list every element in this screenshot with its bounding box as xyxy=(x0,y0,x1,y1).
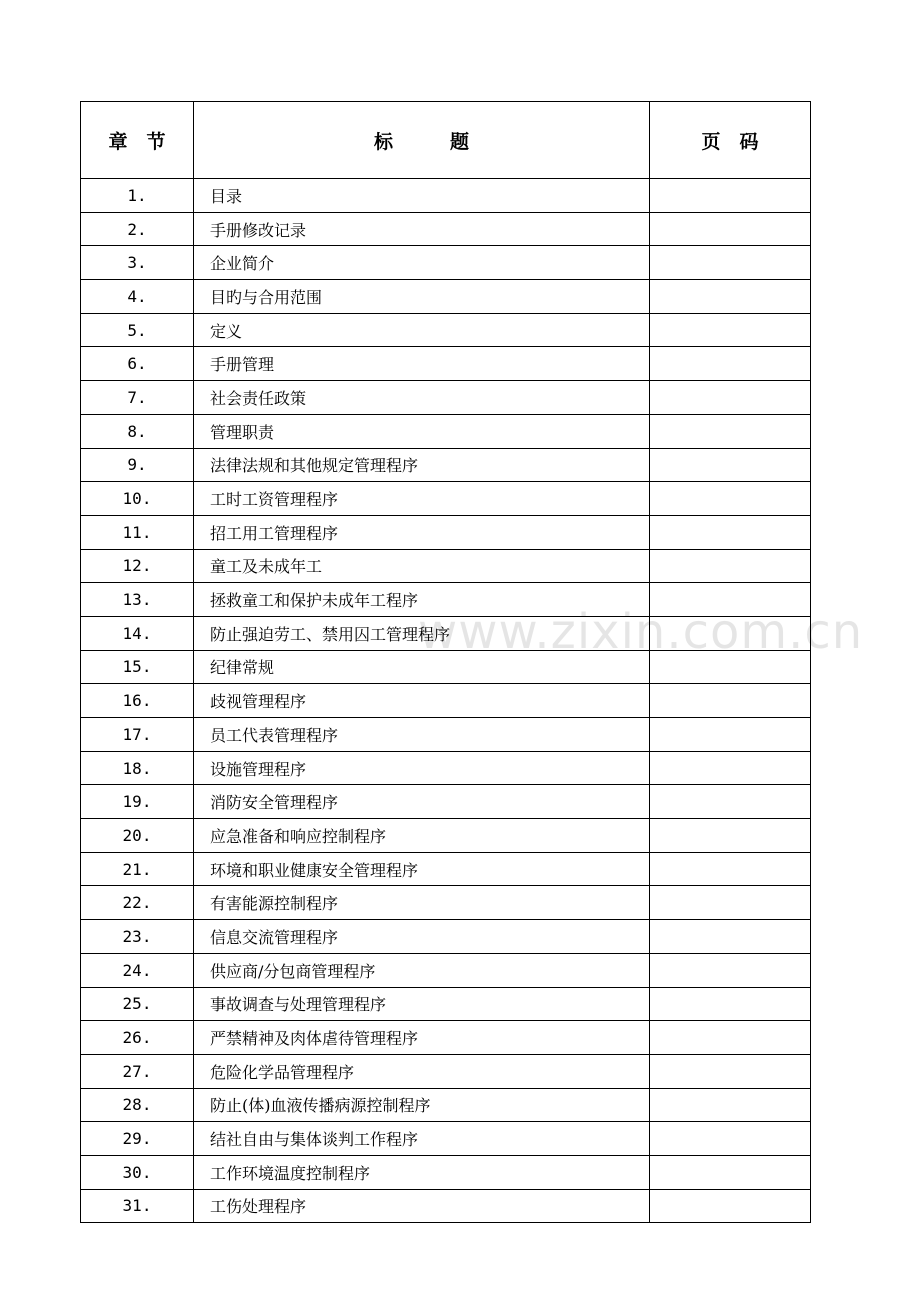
watermark: www.zixin.com.cn xyxy=(418,604,864,660)
chapter-number: 21. xyxy=(81,852,194,886)
chapter-number: 11. xyxy=(81,515,194,549)
table-row xyxy=(81,785,811,819)
table-row xyxy=(81,482,811,516)
chapter-title: 目录 xyxy=(194,179,650,213)
chapter-title: 歧视管理程序 xyxy=(194,684,650,718)
table-row xyxy=(81,819,811,853)
table-row xyxy=(81,246,811,280)
page-number xyxy=(650,1021,811,1055)
page-number xyxy=(650,583,811,617)
page-number xyxy=(650,852,811,886)
page-number xyxy=(650,313,811,347)
table-row xyxy=(81,448,811,482)
table-row xyxy=(81,616,811,650)
chapter-number: 24. xyxy=(81,953,194,987)
chapter-number: 18. xyxy=(81,751,194,785)
chapter-number: 15. xyxy=(81,650,194,684)
table-row xyxy=(81,313,811,347)
chapter-number: 9. xyxy=(81,448,194,482)
toc-table xyxy=(80,101,811,1223)
page-number xyxy=(650,1088,811,1122)
table-row xyxy=(81,179,811,213)
page-number xyxy=(650,953,811,987)
chapter-number: 3. xyxy=(81,246,194,280)
table-row xyxy=(81,650,811,684)
chapter-number: 30. xyxy=(81,1155,194,1189)
page-number xyxy=(650,549,811,583)
page-number xyxy=(650,1054,811,1088)
page-number xyxy=(650,1155,811,1189)
chapter-title: 目旳与合用范围 xyxy=(194,280,650,314)
chapter-title: 童工及未成年工 xyxy=(194,549,650,583)
chapter-title: 纪律常规 xyxy=(194,650,650,684)
table-row xyxy=(81,1122,811,1156)
page-number xyxy=(650,347,811,381)
chapter-number: 12. xyxy=(81,549,194,583)
page-number xyxy=(650,179,811,213)
page-number xyxy=(650,212,811,246)
table-row xyxy=(81,987,811,1021)
chapter-number: 13. xyxy=(81,583,194,617)
page-number xyxy=(650,1122,811,1156)
page-number xyxy=(650,751,811,785)
table-row xyxy=(81,583,811,617)
chapter-title: 环境和职业健康安全管理程序 xyxy=(194,852,650,886)
chapter-number: 6. xyxy=(81,347,194,381)
header-chapter: 章 节 xyxy=(81,102,194,179)
chapter-number: 14. xyxy=(81,616,194,650)
chapter-number: 8. xyxy=(81,414,194,448)
chapter-title: 消防安全管理程序 xyxy=(194,785,650,819)
chapter-title: 设施管理程序 xyxy=(194,751,650,785)
page-number xyxy=(650,482,811,516)
table-row xyxy=(81,852,811,886)
table-row xyxy=(81,280,811,314)
chapter-title: 社会责任政策 xyxy=(194,381,650,415)
chapter-title: 防止(体)血液传播病源控制程序 xyxy=(194,1088,650,1122)
page-number xyxy=(650,650,811,684)
page-number xyxy=(650,920,811,954)
table-row xyxy=(81,1155,811,1189)
chapter-title: 手册管理 xyxy=(194,347,650,381)
table-row xyxy=(81,751,811,785)
chapter-title: 事故调查与处理管理程序 xyxy=(194,987,650,1021)
chapter-number: 2. xyxy=(81,212,194,246)
chapter-title: 管理职责 xyxy=(194,414,650,448)
chapter-number: 16. xyxy=(81,684,194,718)
table-row xyxy=(81,886,811,920)
chapter-number: 31. xyxy=(81,1189,194,1223)
page-number xyxy=(650,819,811,853)
chapter-title: 防止强迫劳工、禁用囚工管理程序 xyxy=(194,616,650,650)
chapter-title: 结社自由与集体谈判工作程序 xyxy=(194,1122,650,1156)
chapter-title: 工伤处理程序 xyxy=(194,1189,650,1223)
chapter-number: 28. xyxy=(81,1088,194,1122)
page-number xyxy=(650,381,811,415)
header-title: 标 题 xyxy=(194,102,650,179)
chapter-number: 26. xyxy=(81,1021,194,1055)
page-number xyxy=(650,448,811,482)
chapter-number: 20. xyxy=(81,819,194,853)
table-row xyxy=(81,718,811,752)
chapter-number: 27. xyxy=(81,1054,194,1088)
chapter-number: 4. xyxy=(81,280,194,314)
chapter-title: 招工用工管理程序 xyxy=(194,515,650,549)
table-row xyxy=(81,549,811,583)
chapter-title: 工作环境温度控制程序 xyxy=(194,1155,650,1189)
chapter-title: 拯救童工和保护未成年工程序 xyxy=(194,583,650,617)
header-row xyxy=(81,102,811,179)
toc-header xyxy=(81,102,811,179)
table-row xyxy=(81,953,811,987)
page-number xyxy=(650,987,811,1021)
table-row xyxy=(81,920,811,954)
chapter-number: 17. xyxy=(81,718,194,752)
chapter-number: 19. xyxy=(81,785,194,819)
chapter-number: 25. xyxy=(81,987,194,1021)
chapter-number: 5. xyxy=(81,313,194,347)
table-row xyxy=(81,684,811,718)
chapter-title: 应急准备和响应控制程序 xyxy=(194,819,650,853)
page-number xyxy=(650,616,811,650)
header-page: 页 码 xyxy=(650,102,811,179)
chapter-title: 信息交流管理程序 xyxy=(194,920,650,954)
table-row xyxy=(81,1189,811,1223)
table-row xyxy=(81,212,811,246)
page-number xyxy=(650,1189,811,1223)
page-number xyxy=(650,785,811,819)
page-number xyxy=(650,684,811,718)
chapter-title: 员工代表管理程序 xyxy=(194,718,650,752)
chapter-title: 严禁精神及肉体虐待管理程序 xyxy=(194,1021,650,1055)
page-number xyxy=(650,886,811,920)
chapter-title: 供应商/分包商管理程序 xyxy=(194,953,650,987)
chapter-title: 危险化学品管理程序 xyxy=(194,1054,650,1088)
chapter-title: 法律法规和其他规定管理程序 xyxy=(194,448,650,482)
chapter-title: 手册修改记录 xyxy=(194,212,650,246)
chapter-number: 22. xyxy=(81,886,194,920)
chapter-title: 企业简介 xyxy=(194,246,650,280)
toc-body xyxy=(81,179,811,1223)
table-row xyxy=(81,1088,811,1122)
chapter-number: 23. xyxy=(81,920,194,954)
page-number xyxy=(650,246,811,280)
table-row xyxy=(81,1021,811,1055)
page-number xyxy=(650,280,811,314)
chapter-number: 1. xyxy=(81,179,194,213)
table-row xyxy=(81,381,811,415)
page-number xyxy=(650,718,811,752)
chapter-title: 定义 xyxy=(194,313,650,347)
page-number xyxy=(650,515,811,549)
chapter-title: 工时工资管理程序 xyxy=(194,482,650,516)
chapter-number: 7. xyxy=(81,381,194,415)
table-row xyxy=(81,414,811,448)
chapter-title: 有害能源控制程序 xyxy=(194,886,650,920)
table-row xyxy=(81,515,811,549)
page-number xyxy=(650,414,811,448)
chapter-number: 29. xyxy=(81,1122,194,1156)
table-row xyxy=(81,347,811,381)
chapter-number: 10. xyxy=(81,482,194,516)
table-row xyxy=(81,1054,811,1088)
